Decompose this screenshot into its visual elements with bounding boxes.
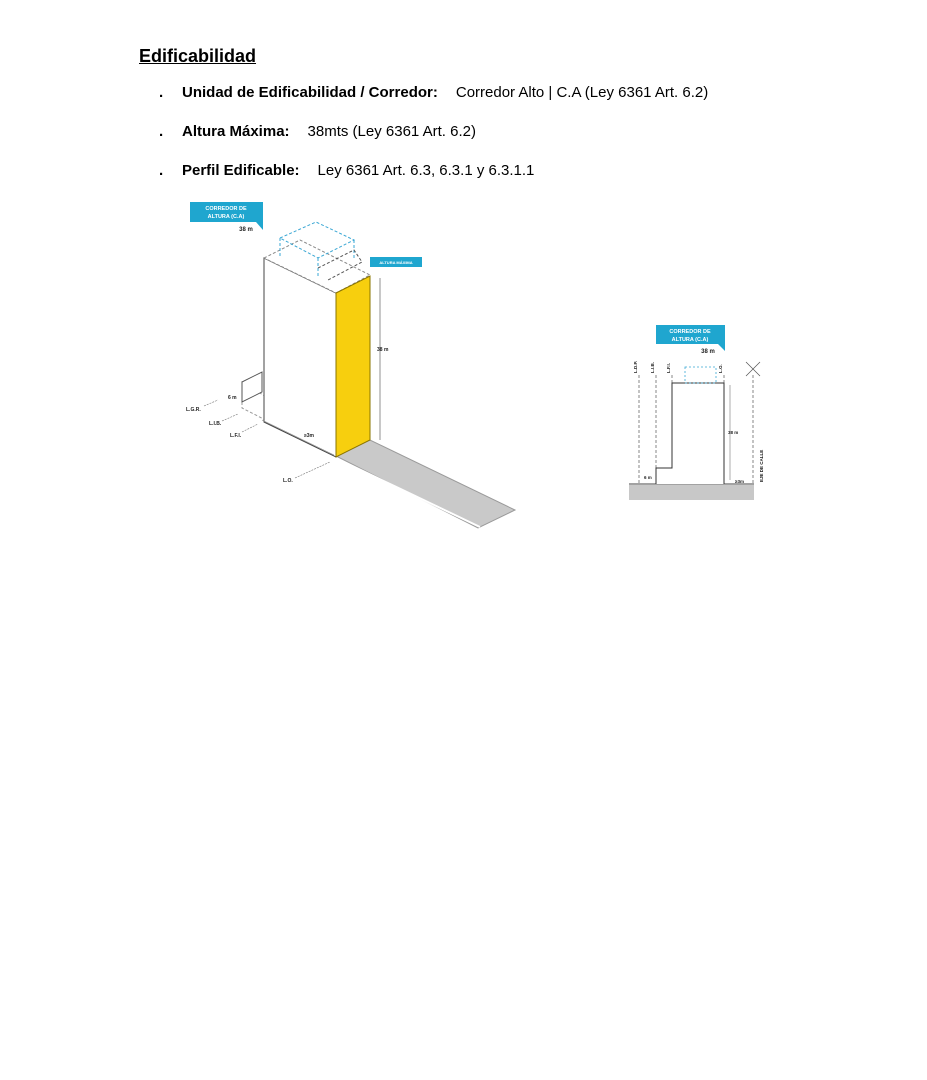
isometric-diagram: [180, 195, 525, 535]
podium-front: [242, 372, 262, 402]
badge-height: 38 m: [701, 349, 715, 355]
label-ldp: L.D.P.: [633, 360, 638, 373]
tower-side-face: [264, 258, 336, 457]
badge-line1: CORREDOR DE: [205, 206, 247, 212]
item-value: 38mts (Ley 6361 Art. 6.2): [307, 123, 476, 140]
badge-line2: ALTURA (C.A): [671, 337, 709, 343]
badge-pointer: [256, 222, 263, 230]
item-value: Corredor Alto | C.A (Ley 6361 Art. 6.2): [455, 84, 709, 101]
bullet: .: [159, 162, 164, 179]
list-item-unidad: [159, 84, 708, 123]
dim-3m-label: ≥3m: [304, 433, 314, 439]
label-lfi-leader: [242, 424, 258, 432]
badge-pointer: [718, 344, 725, 351]
item-label: Altura Máxima:: [182, 123, 290, 140]
label-lgr-leader: [204, 400, 218, 406]
label-lib: L.I.B.: [209, 421, 222, 427]
altura-maxima-label: ALTURA MÁXIMA: [379, 260, 413, 265]
label-lo-leader: [295, 462, 330, 478]
bullet: .: [159, 123, 164, 140]
bullet: .: [159, 84, 164, 101]
label-lo: L.O.: [283, 478, 293, 484]
list-item-altura: [159, 123, 708, 162]
label-lgr: L.G.R.: [186, 407, 201, 413]
dim-3m-label: ≥3m: [735, 479, 744, 484]
dim-6m-label: 6 m: [644, 475, 652, 480]
badge-line2: ALTURA (C.A): [207, 214, 245, 220]
badge-line1: CORREDOR DE: [669, 329, 711, 335]
label-lib-leader: [222, 414, 238, 421]
height-dim-label: 38 m: [377, 347, 389, 353]
altura-maxima-facade: [336, 276, 370, 457]
edificabilidad-list: [159, 84, 708, 201]
item-label: Unidad de Edificabilidad / Corredor:: [182, 84, 438, 101]
label-lfi: L.F.I.: [666, 363, 671, 373]
ground: [629, 485, 754, 500]
item-value: Ley 6361 Art. 6.3, 6.3.1 y 6.3.1.1: [317, 162, 535, 179]
section-title: Edificabilidad: [139, 46, 257, 66]
section-diagram: [625, 322, 770, 504]
item-label: Perfil Edificable:: [182, 162, 300, 179]
setback-volume: [685, 367, 716, 383]
badge-height: 38 m: [239, 227, 253, 233]
dim-6m-label: 6 m: [228, 395, 237, 401]
building-profile: [656, 383, 724, 484]
label-lfi: L.F.I.: [230, 433, 242, 439]
street-plane: [336, 440, 515, 528]
height-dim-label: 38 m: [728, 430, 739, 435]
label-lo: L.O.: [718, 364, 723, 373]
label-lib: L.I.B.: [650, 362, 655, 373]
eje-label: EJE DE CALLE: [759, 449, 764, 482]
